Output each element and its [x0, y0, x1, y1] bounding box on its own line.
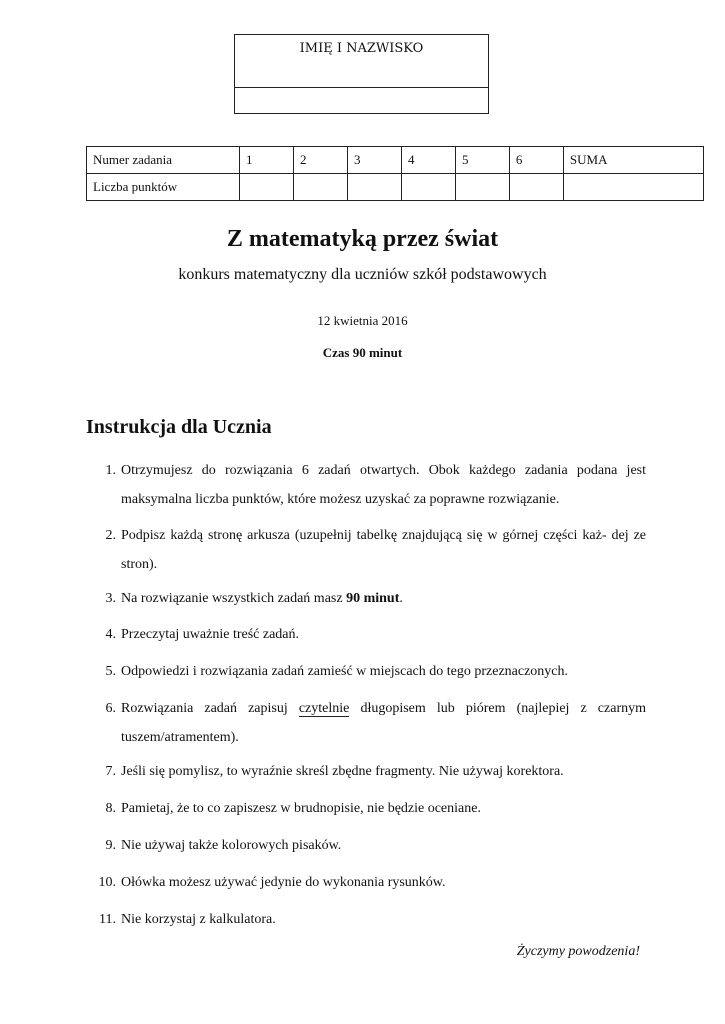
closing-wish: Życzymy powodzenia! [516, 944, 640, 959]
task-column-header: 1 [240, 147, 294, 174]
points-cell[interactable] [293, 174, 347, 201]
instruction-number: 6. [105, 701, 116, 716]
points-row [87, 174, 704, 201]
task-number-label: Numer zadania [87, 147, 240, 174]
instruction-number: 4. [105, 627, 116, 642]
instruction-number: 3. [105, 591, 116, 606]
instruction-text: Przeczytaj uważnie treść zadań. [121, 627, 300, 642]
instruction-item [86, 905, 646, 934]
points-cell[interactable] [509, 174, 563, 201]
instruction-item [86, 694, 646, 752]
instruction-item [86, 620, 646, 649]
points-cell[interactable] [455, 174, 509, 201]
task-column-header: 4 [401, 147, 455, 174]
student-name-label: IMIĘ I NAZWISKO [235, 35, 488, 88]
instruction-text: Nie korzystaj z kalkulatora. [121, 912, 276, 927]
instruction-text: Odpowiedzi i rozwiązania zadań zamieść w miejscach do tego przeznaczonych. [121, 664, 569, 679]
instruction-number: 10. [98, 875, 116, 890]
task-column-header: 5 [455, 147, 509, 174]
student-name-box [234, 34, 489, 114]
instruction-item [86, 456, 646, 514]
instruction-item [86, 868, 646, 897]
instruction-item [86, 584, 646, 613]
instruction-text: Jeśli się pomylisz, to wyraźnie skreśl zbędne fragmenty. Nie używaj korektora. [121, 764, 564, 779]
exam-duration: Czas 90 minut [322, 345, 403, 360]
instruction-number: 2. [105, 528, 116, 543]
instruction-number: 11. [99, 912, 116, 927]
instruction-number: 5. [105, 664, 116, 679]
student-name-field[interactable] [235, 88, 488, 114]
points-label: Liczba punktów [87, 174, 240, 201]
points-cell[interactable] [347, 174, 401, 201]
points-cell[interactable] [401, 174, 455, 201]
instruction-item [86, 757, 646, 786]
points-sum-cell[interactable] [563, 174, 703, 201]
instruction-text: Podpisz każdą stronę arkusza (uzupełnij tabelkę znajdującą się w górnej części każ- dej ze stron). [121, 528, 646, 572]
instruction-text: Ołówka możesz używać jedynie do wykonania rysunków. [121, 875, 446, 890]
instruction-item [86, 521, 646, 579]
instruction-item [86, 794, 646, 823]
section-heading: Instrukcja dla Ucznia [86, 416, 272, 438]
task-column-header: 2 [293, 147, 347, 174]
instruction-text: Na rozwiązanie wszystkich zadań masz 90 minut. [121, 591, 403, 606]
instruction-text: Pamietaj, że to co zapiszesz w brudnopisie, nie będzie oceniane. [121, 801, 481, 816]
instruction-number: 9. [105, 838, 116, 853]
task-number-row [87, 147, 704, 174]
instruction-text: Nie używaj także kolorowych pisaków. [121, 838, 342, 853]
task-column-header: 3 [347, 147, 401, 174]
highlighted-duration: 90 minut [346, 591, 400, 606]
instruction-number: 7. [105, 764, 116, 779]
task-column-header: 6 [509, 147, 563, 174]
instruction-item [86, 831, 646, 860]
exam-date: 12 kwietnia 2016 [317, 313, 408, 328]
instruction-number: 8. [105, 801, 116, 816]
page-subtitle: konkurs matematyczny dla uczniów szkół podstawowych [178, 266, 547, 283]
score-table [86, 146, 704, 201]
instruction-item [86, 657, 646, 686]
instruction-text: Otrzymujesz do rozwiązania 6 zadań otwartych. Obok każdego zadania podana jest maksymalna liczba punktów, które możesz uzyskać za poprawne rozwiązanie. [121, 463, 646, 507]
points-cell[interactable] [240, 174, 294, 201]
instruction-number: 1. [105, 463, 116, 478]
instruction-text: Rozwiązania zadań zapisuj czytelnie długopisem lub piórem (najlepiej z czarnym tuszem/atramentem). [121, 701, 646, 745]
sum-column-header: SUMA [563, 147, 703, 174]
page-title: Z matematyką przez świat [226, 226, 499, 252]
underlined-word: czytelnie [298, 701, 350, 716]
